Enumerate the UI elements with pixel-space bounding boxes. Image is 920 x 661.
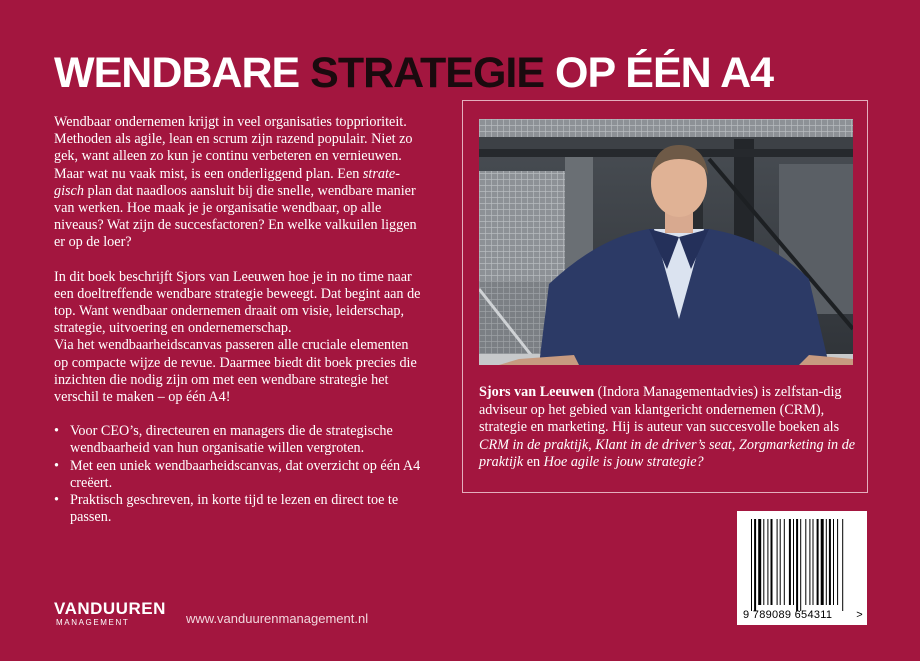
barcode-bar — [767, 519, 768, 605]
barcode-bar — [833, 519, 834, 605]
author-photo-illustration — [479, 119, 853, 365]
logo-wordmark: VANDUUREN — [54, 599, 166, 618]
barcode-bar — [809, 519, 810, 605]
title-part-3: OP ÉÉN A4 — [544, 49, 774, 97]
barcode-bars — [737, 511, 867, 625]
logo-subline: MANAGEMENT — [56, 618, 130, 627]
book-title — [54, 50, 773, 96]
barcode-bar — [771, 519, 773, 605]
barcode-bar — [751, 519, 752, 611]
barcode-bar — [780, 519, 781, 605]
barcode-bar — [826, 519, 827, 605]
feature-list — [54, 423, 424, 526]
feature-item: • Praktisch geschreven, in korte tijd te lezen en direct toe te passen. — [54, 492, 424, 526]
barcode-bar — [784, 519, 785, 605]
barcode-bar — [842, 519, 843, 611]
barcode-bar — [758, 519, 761, 605]
barcode-bar — [813, 519, 814, 605]
author-bio: Sjors van Leeuwen (Indora Managementadvies) is zelfstan-dig adviseur op het gebied van klantgericht ondernemen (CRM), strategie en marketing. Hij is auteur van succesvolle boeken als CRM in de praktijk, Klant in de driver’s seat, Zorgmarketing in de praktijk en Hoe agile is jouw strategie? — [479, 384, 856, 471]
title-part-2: STRATEGIE — [310, 49, 545, 97]
publisher-logo — [54, 600, 166, 627]
publisher-website: www.vanduurenmanagement.nl — [186, 611, 369, 626]
feature-item: • Met een uniek wendbaarheidscanvas, dat overzicht op één A4 creëert. — [54, 458, 424, 492]
author-name: Sjors van Leeuwen — [479, 384, 595, 400]
barcode-bar — [754, 519, 756, 611]
barcode-bar — [763, 519, 764, 605]
barcode-bar — [837, 519, 838, 605]
barcode-bar — [793, 519, 794, 605]
title-part-1: WENDBARE — [54, 49, 311, 97]
barcode-bar — [805, 519, 806, 605]
barcode-bar — [829, 519, 831, 605]
intro-paragraph-2: In dit boek beschrijft Sjors van Leeuwen hoe je in no time naar een doeltreffende wendbare strategie beweegt. Dat begint aan de top. Want wendbaar ondernemen draait om visie, leiderschap, strategie, uitvoering en ondernemerschap. — [54, 268, 421, 337]
intro-paragraph-3: Via het wendbaarheidscanvas passeren alle cruciale elementen op compacte wijze de revue. Daarmee biedt dit boek precies die inzichten die nodig zijn om met een wendbare strategie het verschil te maken – op één A4! — [54, 337, 417, 406]
back-cover-text — [54, 114, 424, 526]
isbn-number: 9 789089 654311 > — [743, 609, 863, 621]
author-photo — [479, 119, 853, 365]
barcode-bar — [821, 519, 824, 605]
barcode-bar — [800, 519, 801, 611]
feature-item: • Voor CEO’s, directeuren en managers die de strategische wendbaarheid van hun organisatie willen vergroten. — [54, 423, 424, 457]
isbn-barcode — [737, 511, 867, 625]
book-title-4: Hoe agile is jouw strategie? — [543, 454, 704, 471]
barcode-bar — [789, 519, 791, 605]
book-title-2: Klant in de driver’s seat — [595, 436, 732, 453]
book-title-1: CRM in de praktijk — [479, 436, 589, 453]
barcode-bar — [796, 519, 798, 611]
barcode-bar — [817, 519, 819, 605]
book-title-3: Zorgmarketing in de praktijk — [479, 436, 856, 471]
barcode-bar — [777, 519, 778, 605]
intro-paragraph-1: Wendbaar ondernemen krijgt in veel organisaties topprioriteit. Methoden als agile, lean en scrum zijn razend populair. Niet zo gek, want alleen zo kun je continu verbeteren en vernieuwen. Maar wat nu vaak mist, is een onderliggend plan. Een strate-gisch plan dat naadloos aansluit bij die snelle, wendbare manier van werken. Hoe maak je je organisatie wendbaar, op alle niveaus? Wat zijn de succesfactoren? En welke valkuilen liggen er op de loer? — [54, 114, 417, 251]
